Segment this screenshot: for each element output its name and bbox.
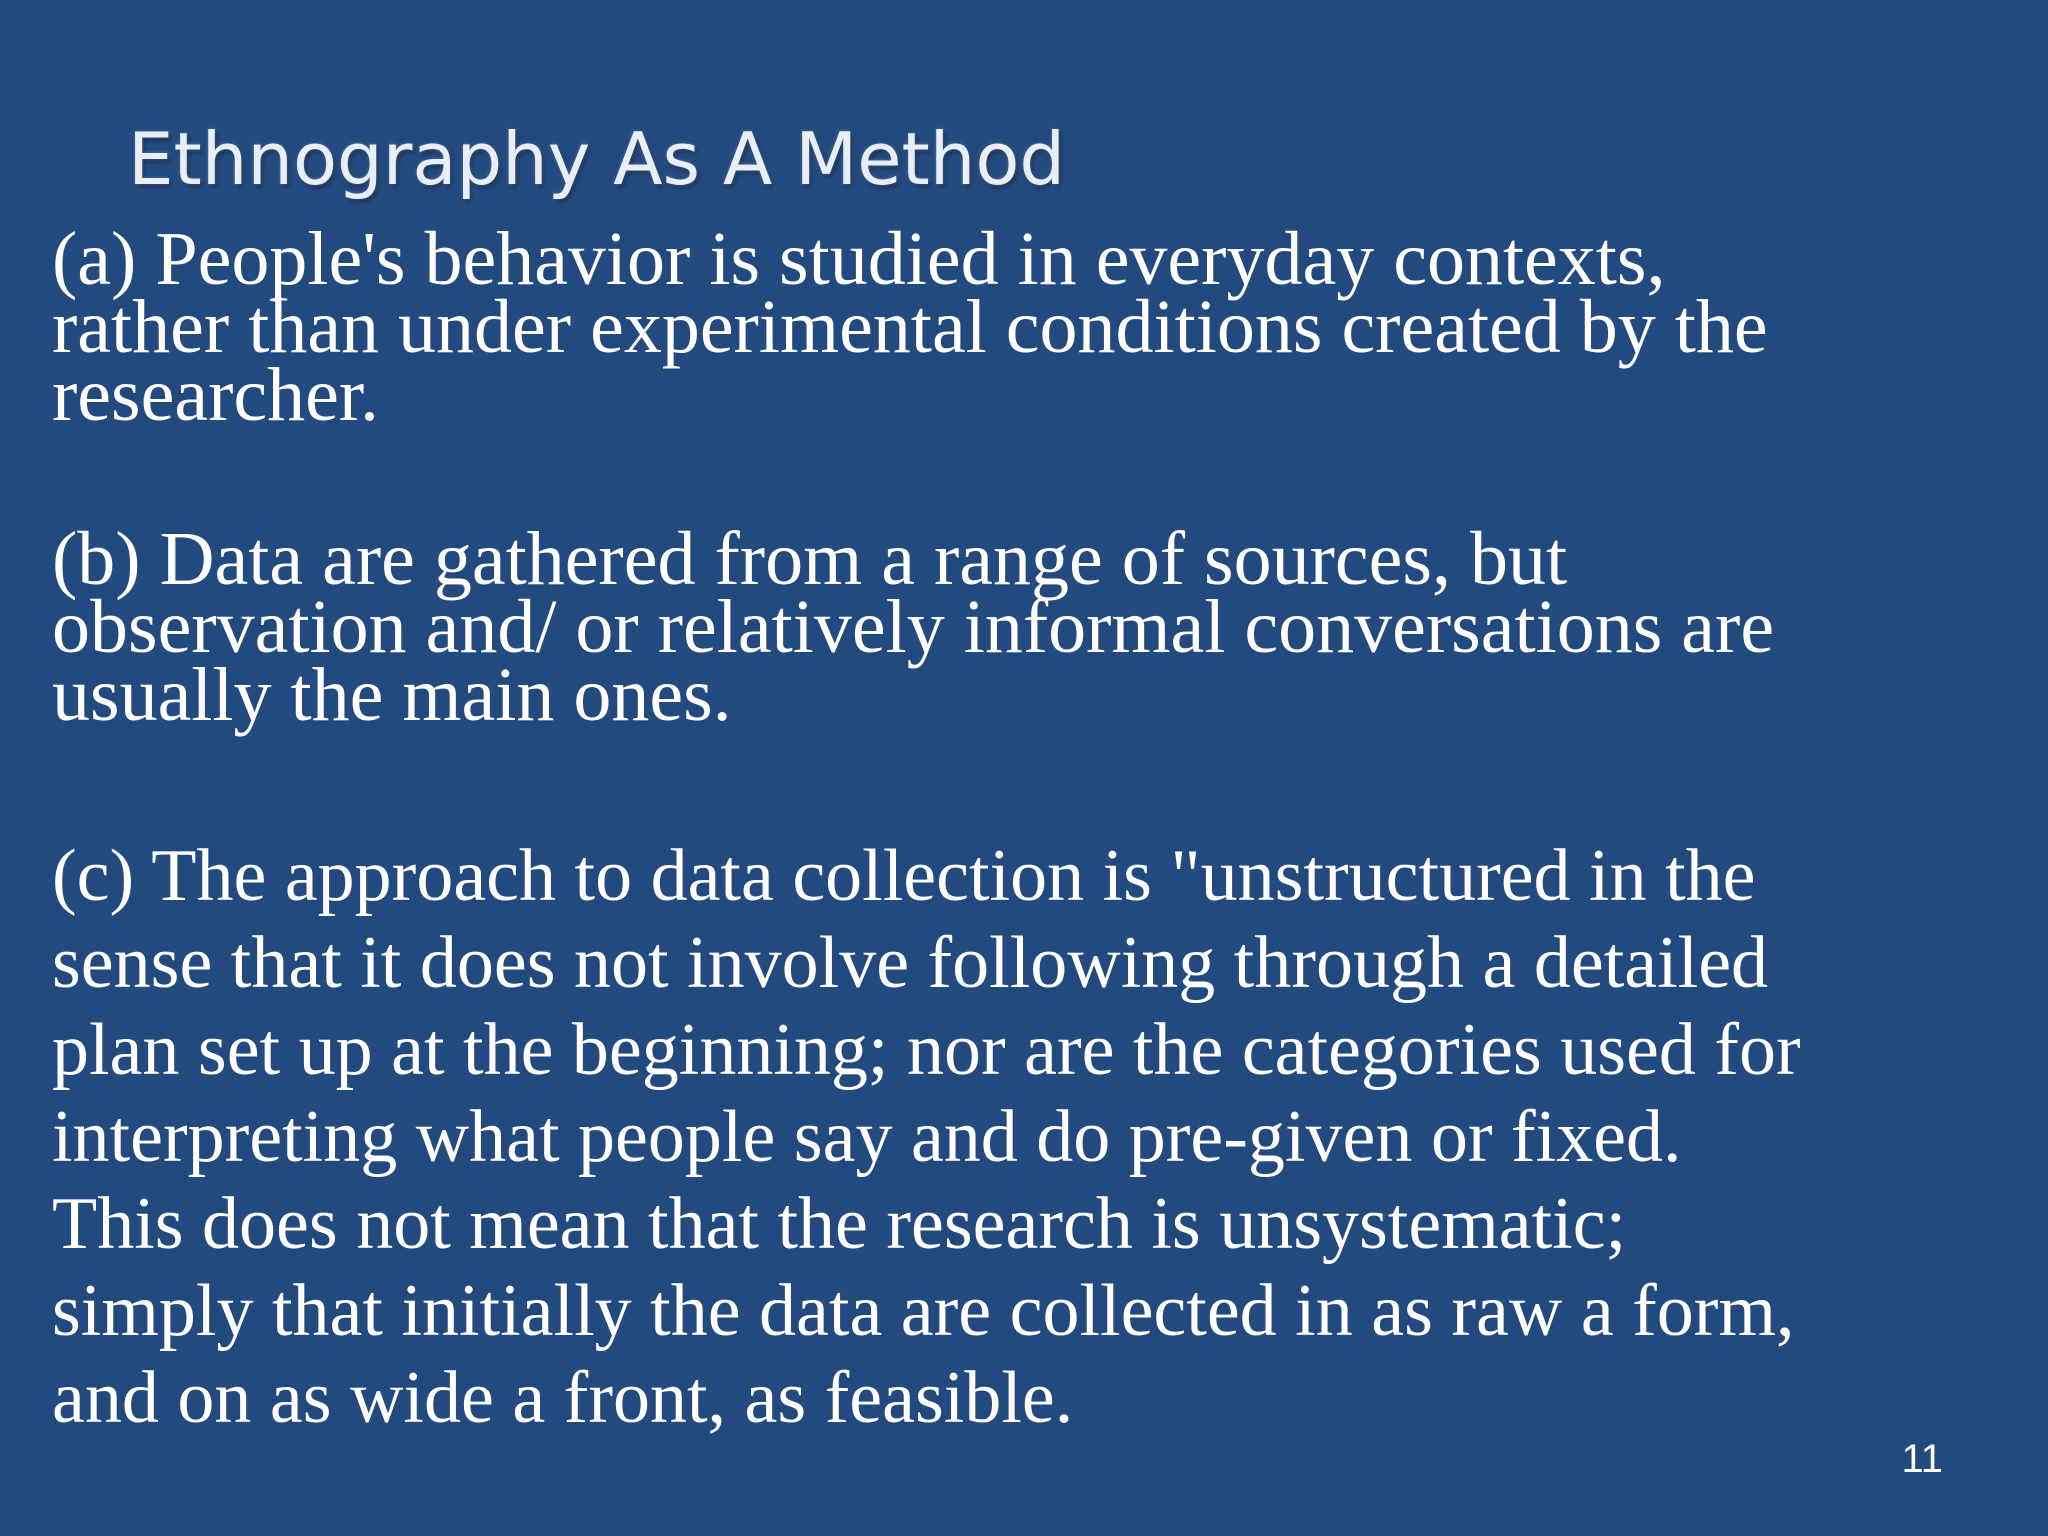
paragraph-a-line: rather than under experimental conditions created by the: [52, 285, 1768, 369]
paragraph-c-line: sense that it does not involve following through a detailed: [52, 922, 1769, 1004]
paragraph-b: [52, 517, 1775, 737]
paragraph-c-line: simply that initially the data are collected in as raw a form,: [52, 1270, 1795, 1352]
paragraph-b-line: (b) Data are gathered from a range of sources, but: [52, 517, 1568, 601]
paragraph-c-line: This does not mean that the research is unsystematic;: [52, 1183, 1627, 1265]
paragraph-b-line: observation and/ or relatively informal conversations are: [52, 585, 1775, 669]
page-number: 11: [1901, 1437, 1943, 1481]
slide-title: Ethnography As A Method: [128, 117, 1066, 201]
paragraph-c-line: interpreting what people say and do pre-given or fixed.: [52, 1096, 1682, 1178]
paragraph-c-line: (c) The approach to data collection is "unstructured in the: [52, 835, 1756, 917]
paragraph-c-line: plan set up at the beginning; nor are the categories used for: [52, 1009, 1801, 1091]
paragraph-b-line: usually the main ones.: [52, 653, 732, 737]
paragraph-a-line: researcher.: [52, 353, 379, 437]
paragraph-a: [52, 217, 1768, 437]
paragraph-a-line: (a) People's behavior is studied in everyday contexts,: [52, 217, 1666, 301]
paragraph-c-line: and on as wide a front, as feasible.: [52, 1357, 1074, 1439]
paragraph-c: [52, 833, 1801, 1442]
